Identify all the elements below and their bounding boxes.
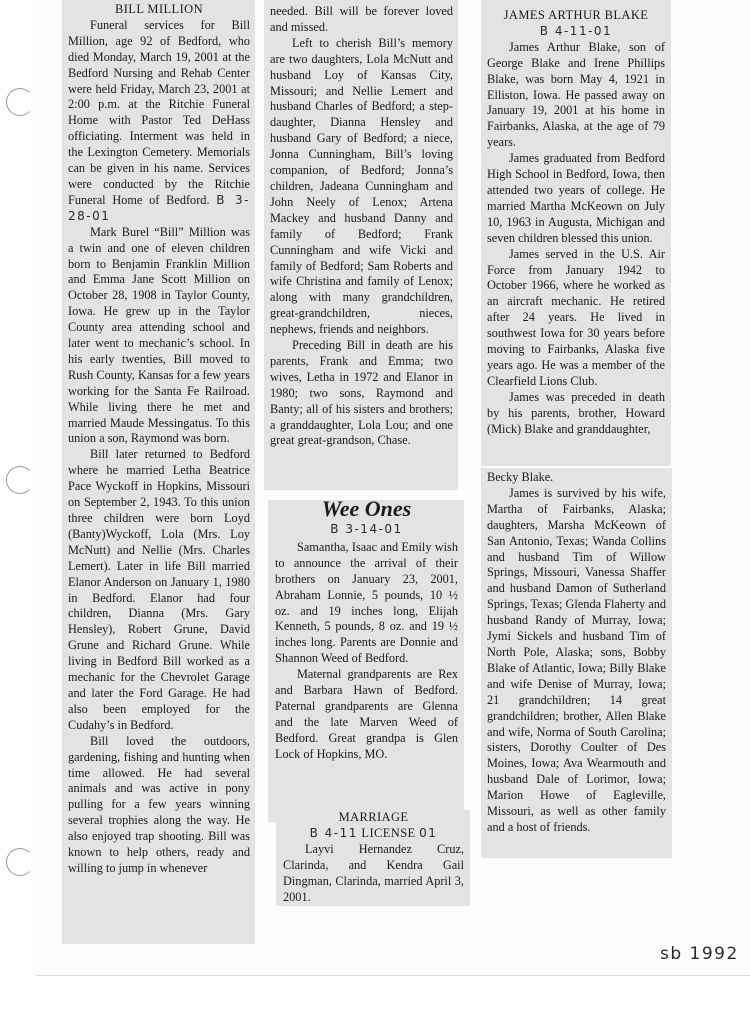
clipping-heading: BILL MILLION: [115, 2, 203, 16]
obituary-paragraph: James Arthur Blake, son of George Blake and Irene Phillips Blake, was born May 4, 1921 in Elliston, Iowa. He passed away on January 19, 2001 at his home in Fairbanks, Alaska, at the age of 79 years.: [487, 39, 665, 150]
clipping-bill-million-continued: [264, 0, 458, 490]
clipping-subheading: B 4-11 LICENSE 01: [309, 825, 438, 840]
clipping-heading: Wee Ones: [321, 500, 412, 521]
announcement-paragraph: Samantha, Isaac and Emily wish to announce the arrival of their brothers on January 23, 2001, Abraham Lonnie, 5 pounds, 10 ½ oz. and 19 inches long, Elijah Kenneth, 5 pounds, 8 oz. and 19 ½ inches long. Parents are Donnie and Shannon Weed of Bedford.: [275, 539, 458, 666]
clipping-wee-ones: [268, 500, 464, 822]
obituary-paragraph: Left to cherish Bill’s memory are two daughters, Lola McNutt and husband Loy of Kansas City, Missouri; and Nellie Lemert and husband Charles of Bedford; a step-daughter, Dianna Hensley and husband Gary of Bedford; a niece, Jonna Cunningham, Bill’s loving companion, of Bedford; Jonna’s children, Jadeana Cunningham and John Neely of Lenox; Artena Mackey and husband Danny and family of Bedford; Frank Cunningham and wife Vicki and family of Bedford; Sam Roberts and wife Christina and family of Lenox; along with many grandchildren, great-grandchildren, nieces, nephews, friends and neighbors.: [270, 35, 453, 337]
obituary-paragraph: needed. Bill will be forever loved and missed.: [270, 4, 453, 34]
obituary-paragraph: Bill later returned to Bedford where he married Letha Beatrice Pace Wyckoff in Hopkins, Missouri on September 2, 1943. To this union three children were born Loyd (Banty)Wyckoff, Lola (Mrs. Loy McNutt) and Nellie (Mrs. Charles Lemert). Later in life Bill married Elanor Anderson on January 1, 1980 in Bedford. Elanor had four children, Dianna (Mrs. Gary Hensley), Robert Grune, David Grune and Richard Grune. While living in Bedford Bill worked as a mechanic for the Chevrolet Garage and later the Ford Garage. He had also been employed for the Cudahy’s in Bedford.: [68, 447, 250, 732]
clipping-heading: MARRIAGE: [338, 810, 409, 824]
obituary-paragraph: James served in the U.S. Air Force from January 1942 to October 1966, where he worked as an aircraft mechanic. He retired after 24 years. He lived in southwest Iowa for 30 years before moving to Fairbanks, Alaska five years ago. He was a member of the Clearfield Lions Club.: [487, 246, 665, 388]
notice-paragraph: Layvi Hernandez Cruz, Clarinda, and Kendra Gail Dingman, Clarinda, married April 3, 2001.: [283, 841, 464, 904]
obituary-paragraph: Mark Burel “Bill” Million was a twin and one of eleven children born to Benjamin Franklin Million and Emma Jane Scott Million on October 28, 1908 in Taylor County, Iowa. He grew up in the Taylor County area attending school and later went to mechanic’s school. In his early twenties, Bill moved to Rush County, Kansas for a few years working for the Santa Fe Railroad. While living there he met and married Maude Messingatus. To this union a son, Raymond was born.: [68, 224, 250, 446]
obituary-paragraph: Becky Blake.: [487, 470, 554, 484]
clipping-marriage-license: [276, 810, 470, 906]
clipping-bill-million: [62, 0, 255, 944]
handwritten-date: B 4-11-01: [539, 23, 613, 38]
obituary-paragraph: Funeral services for Bill Million, age 92 of Bedford, who died Monday, March 19, 2001 at the Bedford Nursing and Rehab Center were held Friday, March 23, 2001 at 2:00 p.m. at the Ritchie Funeral Home with Pastor Ted DeHass officiating. Interment was held in the Lexington Cemetery. Memorials can be given in his name. Services were conducted by the Ritchie Funeral Home of Bedford. B 3-28-01: [68, 17, 250, 223]
binder-hole: [6, 848, 34, 876]
handwritten-date: B 3-14-01: [330, 522, 403, 536]
binder-hole: [6, 88, 34, 116]
obituary-paragraph: Bill loved the outdoors, gardening, fishing and hunting when time allowed. He had several animals and was active in pony pulling for a few years winning several trophies along the way. He also enjoyed trap shooting. Bill was known to help others, ready and willing to jump in whenever: [68, 733, 250, 875]
clipping-james-blake: [481, 0, 671, 466]
obituary-paragraph: James was preceded in death by his parents, brother, Howard (Mick) Blake and granddaughter,: [487, 389, 665, 436]
binder-hole: [6, 466, 34, 494]
handwritten-page-note: sb 1992: [660, 944, 739, 964]
clipping-james-blake-continued: [481, 468, 672, 858]
obituary-paragraph: Preceding Bill in death are his parents, Frank and Emma; two wives, Letha in 1972 and Elanor in 1980; two sons, Raymond and Banty; all of his sisters and brothers; a granddaughter, Lola Lou; and one great great-grandson, Chase.: [270, 338, 453, 448]
clipping-heading: JAMES ARTHUR BLAKE: [503, 8, 649, 22]
handwritten-date: B 3-28-01: [68, 192, 250, 223]
obituary-paragraph: James is survived by his wife, Martha of Fairbanks, Alaska; daughters, Marsha McKeown of San Antonio, Texas; Wanda Collins and husband Tim of Willow Springs, Missouri, Vanessa Shaffer and husband Damon of Sutherland Springs, Texas; Glenda Flaherty and husband Randy of Murray, Iowa; Jymi Sickels and husband Tim of North Pole, Alaska; sons, Bobby Blake of Atlantic, Iowa; Billy Blake and wife Denise of Murray, Iowa; 21 grandchildren; 14 great grandchildren; brother, Allen Blake and wife, Norma of South Carolina; sisters, Dorothy Coulter of Des Moines, Iowa; Ava Wearmouth and husband Dale of Lorimor, Iowa; Marion Howe of Eagleville, Missouri, as well as other family and a host of friends.: [487, 485, 666, 834]
announcement-paragraph: Maternal grandparents are Rex and Barbara Hawn of Bedford. Paternal grandparents are Glenna and the late Marven Weed of Bedford. Great grandpa is Glen Lock of Hopkins, MO.: [275, 667, 458, 761]
obituary-paragraph: James graduated from Bedford High School in Bedford, Iowa, then attended two years of college. He married Martha McKeown on July 10, 1963 in Augusta, Michigan and seven children blessed this union.: [487, 151, 665, 245]
